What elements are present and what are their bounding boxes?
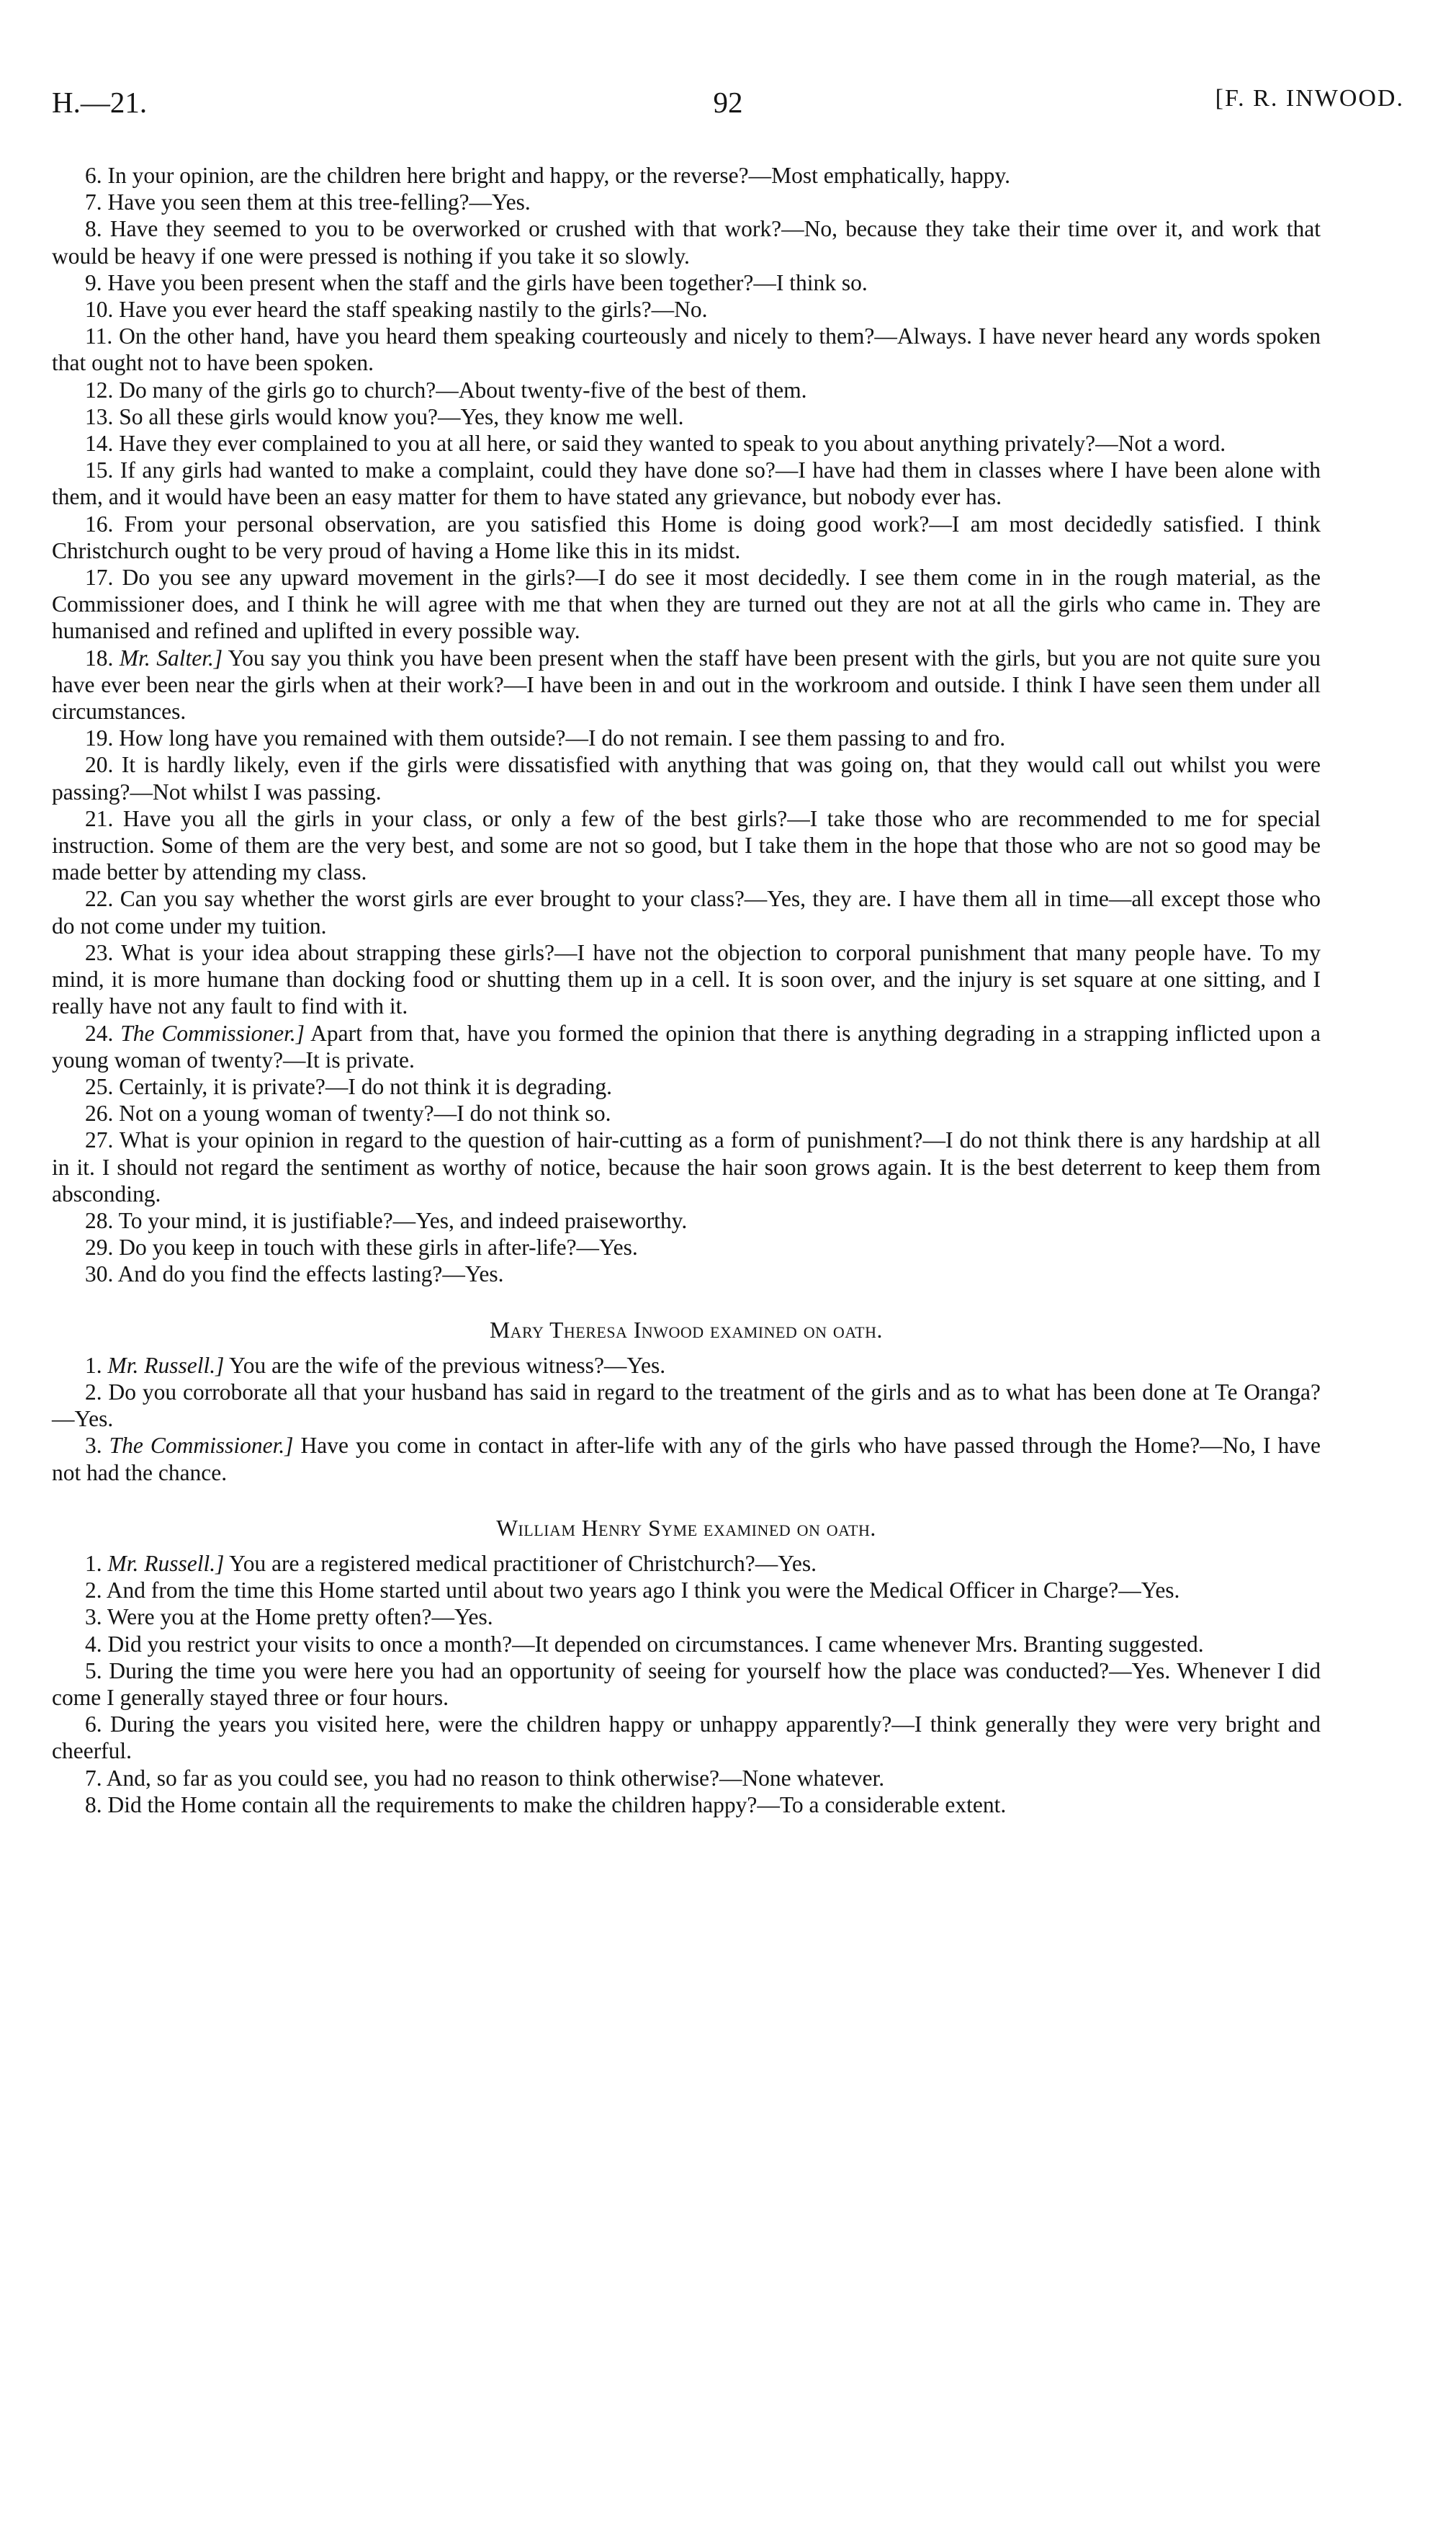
question-answer: 20. It is hardly likely, even if the girls were dissatisfied with anything that was going on, that they would call out whilst you were passing?—Not whilst I was passing.: [52, 752, 1321, 805]
question-answer: [52, 1432, 1321, 1485]
question-answer: 11. On the other hand, have you heard them speaking courteously and nicely to them?—Always. I have never heard any words spoken that ought not to have been spoken.: [52, 323, 1321, 376]
witness-name-header: [F. R. INWOOD.: [1215, 85, 1404, 112]
speaker-label: Mr. Russell.]: [107, 1550, 225, 1576]
question-answer: 22. Can you say whether the worst girls are ever brought to your class?—Yes, they are. I have them all in time—all except those who do not come under my tuition.: [52, 886, 1321, 939]
question-number: 18.: [85, 645, 114, 671]
question-answer: [52, 645, 1321, 725]
question-answer: 30. And do you find the effects lasting?—Yes.: [85, 1261, 504, 1287]
question-text: Have you come in contact in after-life with any of the girls who have passed through the Home?—No, I have not had the chance.: [52, 1433, 1321, 1485]
testimony-section-inwood: [52, 162, 1321, 1288]
question-answer: 21. Have you all the girls in your class, or only a few of the best girls?—I take those who are recommended to me for special instruction. Some of them are the very best, and some are not so good, but I take them in the hope that those who are not so good may be made better by attending my class.: [52, 805, 1321, 885]
question-answer: 3. Were you at the Home pretty often?—Yes.: [85, 1604, 493, 1630]
witness-heading: Mary Theresa Inwood examined on oath.: [490, 1317, 883, 1343]
question-answer: 27. What is your opinion in regard to the question of hair-cutting as a form of punishment?—I do not think there is any hardship at all in it. I should not regard the sentiment as worthy of notice, because the hair soon grows again. It is the best deterrent to keep them from absconding.: [52, 1127, 1321, 1207]
question-text: You say you think you have been present when the staff have been present with the girls, but you are not quite sure you have ever been near the girls when at their work?—I have been in and out in the workroom and outside. I think I have seen them under all circumstances.: [52, 645, 1321, 725]
testimony-section-syme: [52, 1550, 1321, 1818]
speaker-label: The Commissioner.]: [120, 1020, 305, 1046]
question-answer: 9. Have you been present when the staff and the girls have been together?—I think so.: [85, 269, 868, 295]
question-answer: 7. Have you seen them at this tree-felling?—Yes.: [85, 189, 531, 215]
question-answer: 4. Did you restrict your visits to once a month?—It depended on circumstances. I came whenever Mrs. Branting suggested.: [85, 1631, 1204, 1657]
speaker-label: The Commissioner.]: [109, 1433, 294, 1459]
report-reference: H.—21.: [52, 86, 148, 119]
question-answer: 6. During the years you visited here, were the children happy or unhappy apparently?—I think generally they were very bright and cheerful.: [52, 1711, 1321, 1764]
question-answer: 2. Do you corroborate all that your husband has said in regard to the treatment of the girls and as to what has been done at Te Oranga?—Yes.: [52, 1379, 1321, 1432]
question-answer: 29. Do you keep in touch with these girls in after-life?—Yes.: [85, 1235, 638, 1261]
question-answer: [52, 1352, 1321, 1379]
page-number: 92: [713, 86, 743, 119]
question-answer: 26. Not on a young woman of twenty?—I do not think so.: [85, 1101, 611, 1127]
question-text: Apart from that, have you formed the opinion that there is anything degrading in a strapping inflicted upon a young woman of twenty?—It is private.: [52, 1020, 1321, 1073]
question-answer: 15. If any girls had wanted to make a complaint, could they have done so?—I have had them in classes where I have been alone with them, and it would have been an easy matter for them to have stated any grievance, but nobody ever has.: [52, 457, 1321, 510]
question-answer: 14. Have they ever complained to you at all here, or said they wanted to speak to you about anything privately?—Not a word.: [85, 431, 1226, 457]
question-answer: 6. In your opinion, are the children here bright and happy, or the reverse?—Most emphatically, happy.: [85, 163, 1010, 188]
question-number: 1.: [85, 1550, 102, 1576]
question-number: 24.: [85, 1020, 114, 1046]
question-answer: 17. Do you see any upward movement in the girls?—I do see it most decidedly. I see them come in in the rough material, as the Commissioner does, and I think he will agree with me that when they are turned out they are not at all the girls who came in. They are humanised and refined and uplifted in every possible way.: [52, 565, 1321, 644]
question-answer: [52, 1020, 1321, 1073]
question-answer: 16. From your personal observation, are you satisfied this Home is doing good work?—I am most decidedly satisfied. I think Christchurch ought to be very proud of having a Home like this in its midst.: [52, 511, 1321, 563]
speaker-label: Mr. Russell.]: [107, 1352, 225, 1378]
question-text: You are a registered medical practitioner of Christchurch?—Yes.: [229, 1550, 817, 1576]
question-answer: 10. Have you ever heard the staff speaking nastily to the girls?—No.: [85, 297, 708, 323]
question-answer: 13. So all these girls would know you?—Yes, they know me well.: [85, 403, 684, 429]
question-number: 3.: [85, 1433, 102, 1459]
question-number: 1.: [85, 1352, 102, 1378]
question-answer: 25. Certainly, it is private?—I do not think it is degrading.: [85, 1073, 612, 1099]
question-answer: 7. And, so far as you could see, you had no reason to think otherwise?—None whatever.: [85, 1765, 885, 1791]
question-answer: 8. Have they seemed to you to be overworked or crushed with that work?—No, because they take their time over it, and work that would be heavy if one were pressed is nothing if you take it so slowly.: [52, 216, 1321, 269]
question-answer: 2. And from the time this Home started until about two years ago I think you were the Medical Officer in Charge?—Yes.: [85, 1578, 1180, 1603]
question-answer: [52, 1550, 1321, 1577]
testimony-section-mary-inwood: [52, 1352, 1321, 1486]
question-answer: 23. What is your idea about strapping these girls?—I have not the objection to corporal punishment that many people have. To my mind, it is more humane than docking food or shutting them up in a cell. It is soon over, and the injury is set square at one sitting, and I really have not any fault to find with it.: [52, 939, 1321, 1019]
document-body: [52, 162, 1321, 1818]
question-text: You are the wife of the previous witness?—Yes.: [229, 1352, 666, 1378]
question-answer: 28. To your mind, it is justifiable?—Yes, and indeed praiseworthy.: [85, 1207, 688, 1233]
page-header: [52, 85, 1404, 128]
question-answer: 5. During the time you were here you had an opportunity of seeing for yourself how the place was conducted?—Yes. Whenever I did come I generally stayed three or four hours.: [52, 1657, 1321, 1710]
speaker-label: Mr. Salter.]: [119, 645, 223, 671]
question-answer: 8. Did the Home contain all the requirements to make the children happy?—To a considerable extent.: [85, 1791, 1007, 1817]
witness-heading: William Henry Syme examined on oath.: [496, 1515, 876, 1541]
question-answer: 12. Do many of the girls go to church?—About twenty-five of the best of them.: [85, 377, 807, 403]
question-answer: 19. How long have you remained with them outside?—I do not remain. I see them passing to and fro.: [85, 725, 1006, 751]
